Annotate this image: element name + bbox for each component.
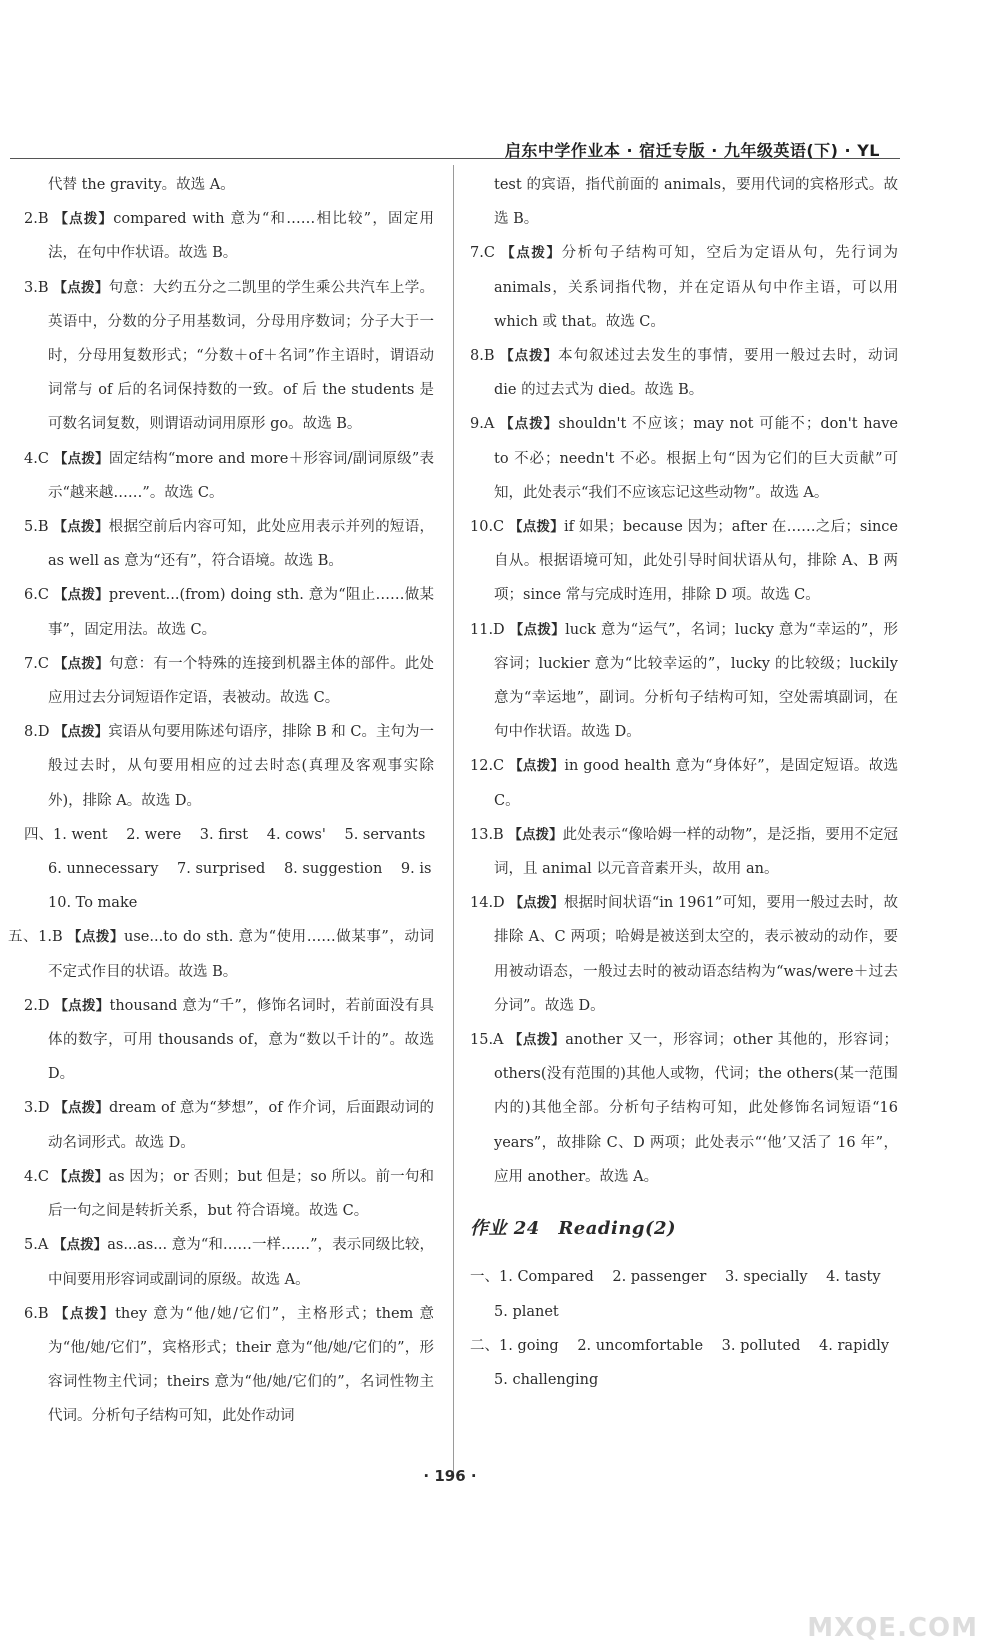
right-column (470, 168, 898, 1397)
section-3-items (24, 202, 434, 818)
answer-item (470, 236, 898, 339)
hint-tag: 【点拨】 (500, 348, 559, 365)
item-number: 12.C (470, 758, 505, 775)
answer-item (24, 1228, 434, 1296)
answer-item (24, 647, 434, 715)
right-items (470, 236, 898, 1194)
column-divider (453, 165, 454, 1475)
answer-item (24, 442, 434, 510)
item-text: 固定结构“more and more＋形容词/副词原级”表示“越来越……”。故选 C。 (48, 450, 435, 501)
hint-tag: 【点拨】 (53, 519, 109, 536)
page-number: · 196 · (423, 1467, 477, 1485)
item-number: 13.B (470, 826, 504, 843)
watermark-logo (788, 1557, 978, 1643)
answer-item (470, 613, 898, 750)
answer-item (24, 715, 434, 818)
hint-tag: 【点拨】 (509, 621, 566, 638)
hint-tag: 【点拨】 (508, 1032, 566, 1049)
hint-tag: 【点拨】 (53, 279, 109, 296)
item-text: 根据时间状语“in 1961”可知，要用一般过去时，故排除 A、C 两项；哈姆是被送到太空的，表示被动的动作，要用被动语态，一般过去时的被动语态结构为“was/were＋过去分词”。故选 D。 (494, 895, 899, 1014)
hint-tag: 【点拨】 (508, 826, 563, 843)
hint-tag: 【点拨】 (54, 997, 110, 1014)
hint-tag: 【点拨】 (53, 450, 109, 467)
hint-tag: 【点拨】 (509, 758, 565, 775)
answer-item (470, 1023, 898, 1194)
item-number: 8.B (470, 348, 495, 365)
section-1-answers: 一、1. Compared 2. passenger 3. specially 4. tasty 5. planet (470, 1269, 881, 1320)
item-text: 分析句子结构可知，空后为定语从句，先行词为 animals，关系词指代物，并在定语从句中作主语，可以用 which 或 that。故选 C。 (494, 245, 899, 330)
item-text: shouldn't 不应该；may not 可能不；don't have to 不必；needn't 不必。根据上句“因为它们的巨大贡献”可知，此处表示“我们不应该忘记这些动物”。故选 A。 (494, 416, 899, 501)
item-number: 3.B (24, 279, 49, 296)
item-text: luck 意为“运气”，名词；lucky 意为“幸运的”，形容词；luckier 意为“比较幸运的”，lucky 的比较级；luckily 意为“幸运地”，副词。分析句子结构可知，空处需填副词，在句中作状语。故选 D。 (494, 621, 899, 741)
hint-tag: 【点拨】 (54, 1100, 109, 1117)
answer-item (24, 510, 434, 578)
answer-item (24, 271, 434, 442)
item-text: compared with 意为“和……相比较”，固定用法，在句中作状语。故选 B。 (48, 211, 434, 262)
answer-item (470, 749, 898, 817)
answer-item (24, 578, 434, 646)
item-text: in good health 意为“身体好”，是固定短语。故选 C。 (494, 758, 899, 809)
page-header (0, 0, 1000, 160)
item-number: 2.B (24, 211, 49, 228)
hint-tag: 【点拨】 (54, 1305, 116, 1322)
section-label: 五、 (8, 929, 39, 946)
answer-item (24, 989, 434, 1092)
item-text: dream of 意为“梦想”，of 作介词，后面跟动词的动名词形式。故选 D。 (48, 1100, 434, 1151)
item-text: prevent...(from) doing sth. 意为“阻止……做某事”，固定用法。故选 C。 (48, 587, 435, 638)
answer-item (470, 510, 898, 613)
item-text: another 又一，形容词；other 其他的，形容词；others(没有范围的)其他人或物，代词；the others(某一范围内的)其他全部。分析句子结构可知，此处修饰名词短语“16 years”，故排除 C、D 两项；此处表示“‘他’又活了 16 年”，应用 another。故选 A。 (494, 1032, 898, 1185)
answer-item (470, 339, 898, 407)
section-2-answers: 二、1. going 2. uncomfortable 3. polluted 4. rapidly 5. challenging (470, 1337, 890, 1388)
item-number: 2.D (24, 997, 50, 1014)
item-text: 根据空前后内容可知，此处应用表示并列的短语，as well as 意为“还有”，符合语境。故选 B。 (48, 519, 435, 570)
item-text: 本句叙述过去发生的事情，要用一般过去时，动词 die 的过去式为 died。故选 B。 (494, 348, 899, 399)
item-number: 5.B (24, 519, 49, 536)
item-number: 7.C (470, 245, 495, 262)
hint-tag: 【点拨】 (53, 1168, 109, 1185)
item-number: 8.D (24, 724, 50, 741)
item-text: they 意为“他/她/它们”，主格形式；them 意为“他/她/它们”，宾格形式；their 意为“他/她/它们的”，形容词性物主代词；theirs 意为“他/她/它们的”，名词性物主代词。分析句子结构可知，此处作动词 (48, 1305, 435, 1425)
watermark-text: MXQE.COM (807, 1613, 978, 1643)
hint-tag: 【点拨】 (52, 1237, 108, 1254)
item-number: 9.A (470, 416, 495, 433)
item-number: 15.A (470, 1032, 504, 1049)
item-number: 4.C (24, 450, 49, 467)
item-text: if 如果；because 因为；after 在……之后；since 自从。根据语境可知，此处引导时间状语从句，排除 A、B 两项；since 常与完成时连用，排除 D 项。故选 C。 (494, 519, 898, 604)
item-number: 7.C (24, 655, 49, 672)
item-number: 4.C (24, 1168, 49, 1185)
item-text: 此处表示“像哈姆一样的动物”，是泛指，要用不定冠词，且 animal 以元音音素开头，故用 an。 (494, 826, 899, 878)
continued-text: test 的宾语，指代前面的 animals，要用代词的宾格形式。故选 B。 (494, 177, 898, 228)
hint-tag: 【点拨】 (67, 929, 125, 946)
continued-text: 代替 the gravity。故选 A。 (48, 177, 235, 193)
hint-tag: 【点拨】 (501, 245, 562, 262)
hint-tag: 【点拨】 (53, 655, 109, 672)
item-number: 14.D (470, 895, 505, 912)
answer-item (24, 202, 434, 270)
item-number: 6.B (24, 1305, 49, 1322)
item-number: 10.C (470, 519, 505, 536)
item-text: 句意：有一个特殊的连接到机器主体的部件。此处应用过去分词短语作定语，表被动。故选 C。 (48, 655, 435, 707)
hint-tag: 【点拨】 (54, 724, 109, 741)
item-number: 11.D (470, 621, 505, 638)
answer-item (24, 1091, 434, 1159)
hint-tag: 【点拨】 (509, 519, 564, 536)
item-text: thousand 意为“千”，修饰名词时，若前面没有具体的数字，可用 thousands of，意为“数以千计的”。故选 D。 (48, 997, 435, 1083)
answer-item (8, 920, 435, 988)
section-4-answers: 四、1. went 2. were 3. first 4. cows' 5. servants 6. unnecessary 7. surprised 8. suggestion 9. is 10. To make (24, 826, 432, 912)
hint-tag: 【点拨】 (54, 211, 114, 228)
section-label: 四、 (24, 826, 53, 843)
hint-tag: 【点拨】 (53, 587, 109, 604)
item-text: use...to do sth. 意为“使用……做某事”，动词不定式作目的状语。故选 B。 (48, 929, 435, 980)
left-column (8, 168, 435, 1434)
header-rule (10, 158, 900, 159)
hint-tag: 【点拨】 (509, 895, 565, 912)
hint-tag: 【点拨】 (500, 416, 559, 433)
item-text: 宾语从句要用陈述句语序，排除 B 和 C。主句为一般过去时，从句要用相应的过去时态(真理及客观事实除外)，排除 A。故选 D。 (48, 724, 435, 809)
answer-item (470, 818, 898, 886)
header-title: 启东中学作业本 · 宿迁专版 · 九年级英语(下) · YL (504, 141, 880, 160)
item-text: as 因为；or 否则；but 但是；so 所以。前一句和后一句之间是转折关系，but 符合语境。故选 C。 (48, 1168, 435, 1220)
answer-item (470, 407, 898, 510)
item-text: 句意：大约五分之二凯里的学生乘公共汽车上学。英语中，分数的分子用基数词，分母用序数词；分子大于一时，分母用复数形式；“分数＋of＋名词”作主语时，谓语动词常与 of 后的名词保持数的一致。of 后 the students 是可数名词复数，则谓语动词用原形 go。故选 B。 (48, 279, 435, 433)
item-number: 1.B (38, 929, 63, 946)
item-text: as...as... 意为“和……一样……”，表示同级比较，中间要用形容词或副词的原级。故选 A。 (48, 1237, 434, 1288)
item-number: 3.D (24, 1100, 50, 1117)
answer-item (470, 886, 898, 1023)
item-number: 5.A (24, 1237, 49, 1254)
answer-item (24, 1297, 434, 1434)
section-title: 作业 24 Reading(2) (470, 1218, 677, 1240)
answer-item (24, 1160, 434, 1228)
section-5-items (8, 920, 435, 1433)
item-number: 6.C (24, 587, 49, 604)
